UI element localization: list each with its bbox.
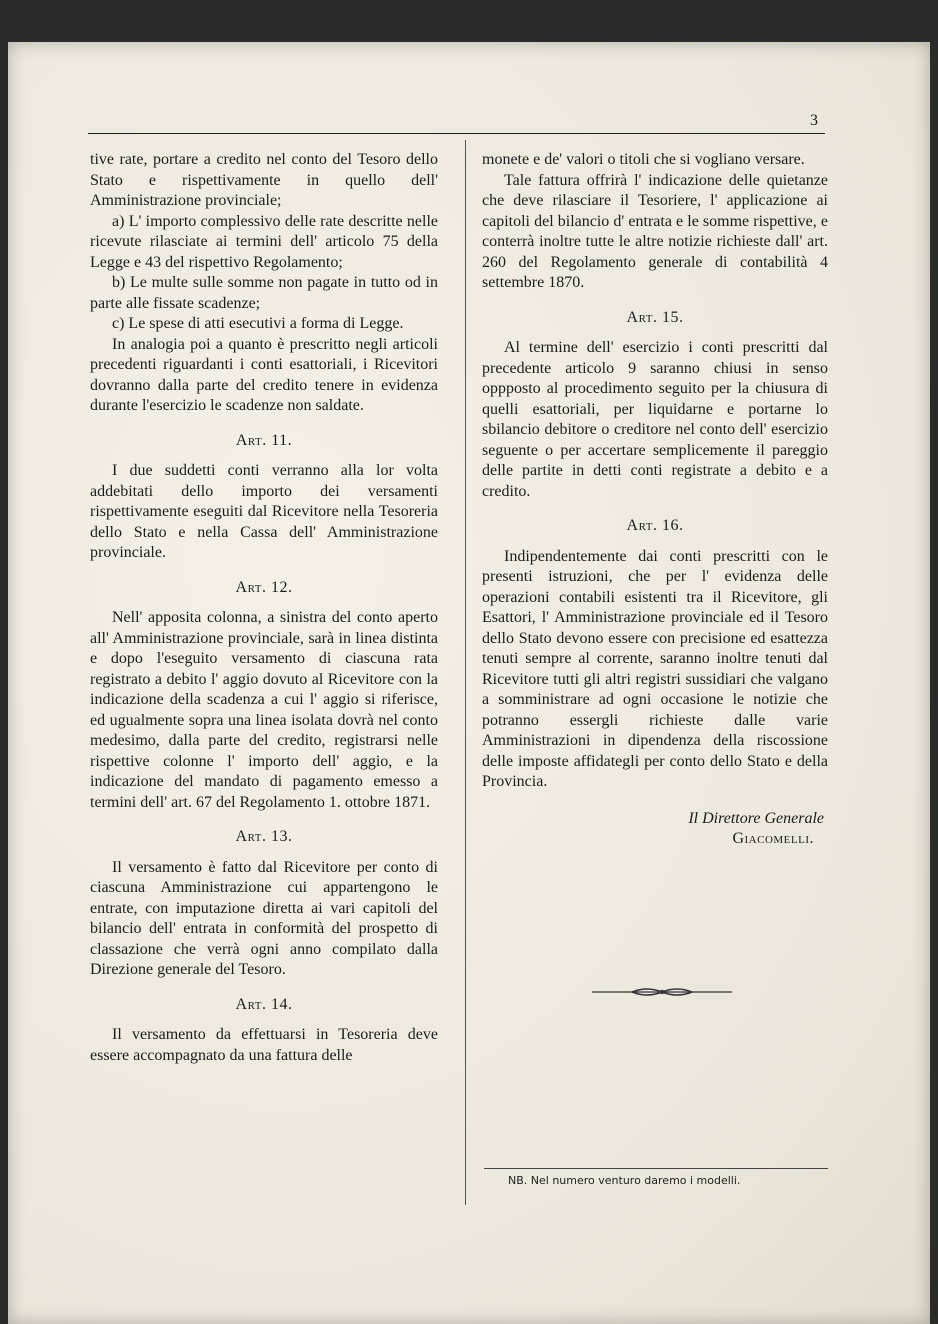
article-heading-16: Art. 16. — [626, 517, 684, 534]
article-text-13: Il versamento è fatto dal Ricevitore per conto di ciascuna Amministrazione cui appartengono le entrate, con imputazione diretta ai vari capitoli del bilancio dell' entrata in conformità del prospetto di classazione che verrà ogni anno compilato dalla Direzione generale del Tesoro. — [90, 858, 438, 978]
footnote: NB. Nel numero venturo daremo i modelli. — [508, 1174, 741, 1187]
article-text-14: Il versamento da effettuarsi in Tesoreria deve essere accompagnato da una fattura delle — [90, 1026, 438, 1064]
paragraph: tive rate, portare a credito nel conto del Tesoro dello Stato e rispettivamente in quello dell' Amministrazione provinciale; — [90, 151, 438, 209]
article-heading-11: Art. 11. — [235, 431, 293, 449]
page-number: 3 — [810, 112, 818, 129]
right-column — [482, 150, 828, 850]
article-heading-14: Art. 14. — [235, 995, 293, 1013]
ornament-divider — [592, 984, 732, 1000]
list-item-b: b) Le multe sulle somme non pagate in tutto od in parte alle fissate scadenze; — [90, 274, 438, 312]
paragraph: Tale fattura offrirà l' indicazione delle quietanze che deve rilasciare il Tesoriere, l' applicazione ai capitoli del bilancio d' entrata e le somme rispettive, e conterrà inoltre tutte le altre notizie richieste dall' art. 260 del Regolamento generale di contabilità 4 settembre 1870. — [482, 171, 828, 291]
list-item-a: a) L' importo complessivo delle rate descritte nelle ricevute rilasciate ai termini dell' articolo 75 della Legge e 43 del rispettivo Regolamento; — [90, 212, 438, 271]
signature-title: Il Direttore Generale — [688, 809, 824, 827]
article-text-11: I due suddetti conti verranno alla lor volta addebitati dello importo dei versamenti rispettivamente eseguiti dal Ricevitore nella Tesoreria dello Stato e nella Cassa dell' Amministrazione provinciale. — [90, 462, 438, 561]
article-text-12: Nell' apposita colonna, a sinistra del conto aperto all' Amministrazione provinciale, sarà in linea distinta e dopo l'eseguito versamento di ciascuna rata registrato a debito l' aggio dovuto al Ricevitore con la indicazione della scadenza a cui l' aggio si riferisce, ed ugualmente sopra una linea isolata dovrà nel conto medesimo, dalla parte del credito, registrarsi nelle rispettive colonne l' importo dell' aggio, e la indicazione del mandato di pagamento emesso a termini dell' art. 67 del Regolamento 1. ottobre 1871. — [90, 609, 438, 811]
column-divider — [465, 140, 466, 1205]
article-text-16: Indipendentemente dai conti prescritti con le presenti istruzioni, che per l' evidenza delle operazioni contabili esistenti tra il Ricevitore, gli Esattori, l' Amministrazione provinciale ed il Tesoro dello Stato devono essere con precisione ed esattezza tenuti sempre al corrente, saranno inoltre tenuti dal Ricevitore tutti gli altri registri sussidiari che valgano a somministrare ad ogni occasione le notizie che potranno essergli richieste dalle varie Amministrazioni in dipendenza della riscossione delle imposte affidategli per conto dello Stato e della Provincia. — [482, 547, 828, 790]
header-rule — [88, 133, 825, 134]
footnote-rule — [484, 1168, 828, 1169]
list-item-c: c) Le spese di atti esecutivi a forma di Legge. — [112, 315, 404, 332]
left-column — [90, 150, 438, 1066]
article-heading-13: Art. 13. — [235, 828, 293, 845]
article-heading-15: Art. 15. — [626, 308, 684, 326]
article-heading-12: Art. 12. — [235, 578, 293, 596]
signature-name: Giacomelli. — [732, 830, 814, 847]
paragraph: In analogia poi a quanto è prescritto negli articoli precedenti riguardanti i conti esattoriali, i Ricevitori dovranno dalla parte del credito tenere in evidenza durante l'esercizio le scadenze non saldate. — [90, 335, 438, 414]
article-text-15: Al termine dell' esercizio i conti prescritti dal precedente articolo 9 saranno chiusi in senso oppposto al procedimento seguito per la chiusura di quelli esattoriali, per liquidarne e portarne lo sbilancio debitore o creditore nel conto dell' esercizio seguente o per accertare semplicemente il pareggio delle partite in detti conti registrate a debito e a credito. — [482, 339, 828, 500]
paragraph: monete e de' valori o titoli che si vogliano versare. — [482, 151, 805, 168]
